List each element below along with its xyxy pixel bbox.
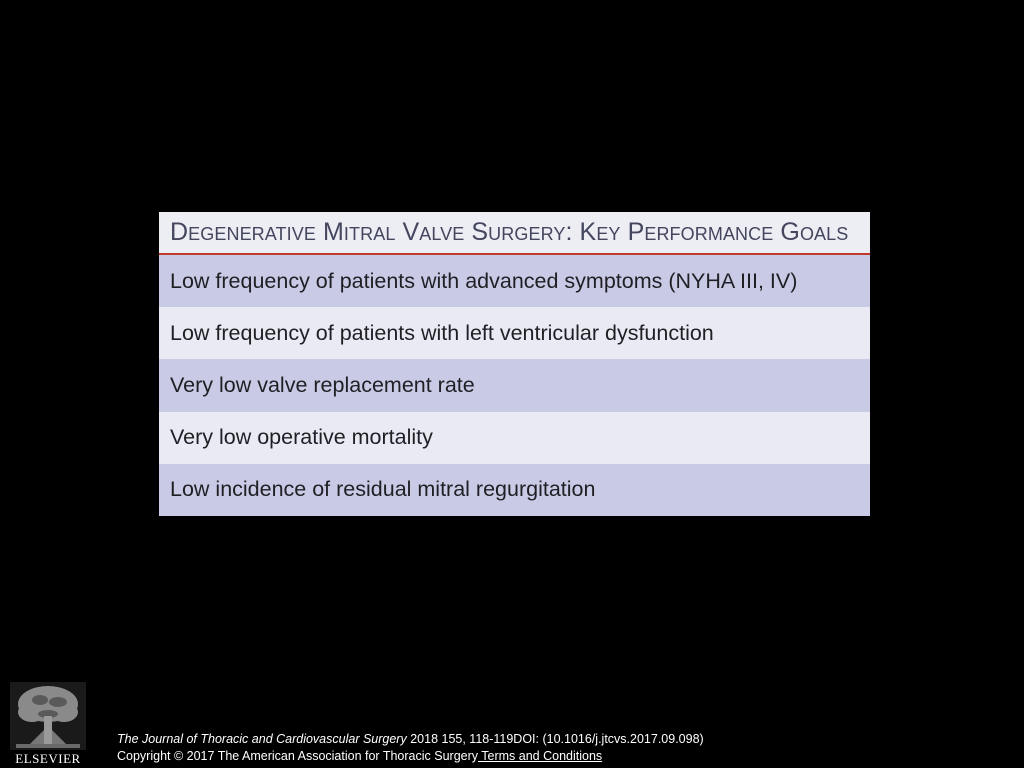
key-performance-goals-table <box>159 212 870 516</box>
citation-block <box>117 731 704 765</box>
terms-and-conditions-link[interactable]: Terms and Conditions <box>478 749 603 763</box>
table-row: Very low valve replacement rate <box>159 359 870 411</box>
table-row: Low frequency of patients with left ventricular dysfunction <box>159 307 870 359</box>
table-row: Very low operative mortality <box>159 412 870 464</box>
table-header <box>159 212 870 255</box>
table-row: Low frequency of patients with advanced symptoms (NYHA III, IV) <box>159 255 870 307</box>
copyright-line <box>117 748 704 765</box>
table-row: Low incidence of residual mitral regurgitation <box>159 464 870 516</box>
elsevier-logo-text: ELSEVIER <box>15 751 81 766</box>
citation-line <box>117 731 704 748</box>
journal-name: The Journal of Thoracic and Cardiovascular Surgery <box>117 732 407 746</box>
table-title: Degenerative Mitral Valve Surgery: Key Performance Goals <box>170 218 849 246</box>
copyright-text: Copyright © 2017 The American Association for Thoracic Surgery <box>117 749 479 763</box>
elsevier-logo <box>10 682 86 766</box>
citation-details: 2018 155, 118-119DOI: (10.1016/j.jtcvs.2017.09.098) <box>406 732 704 746</box>
